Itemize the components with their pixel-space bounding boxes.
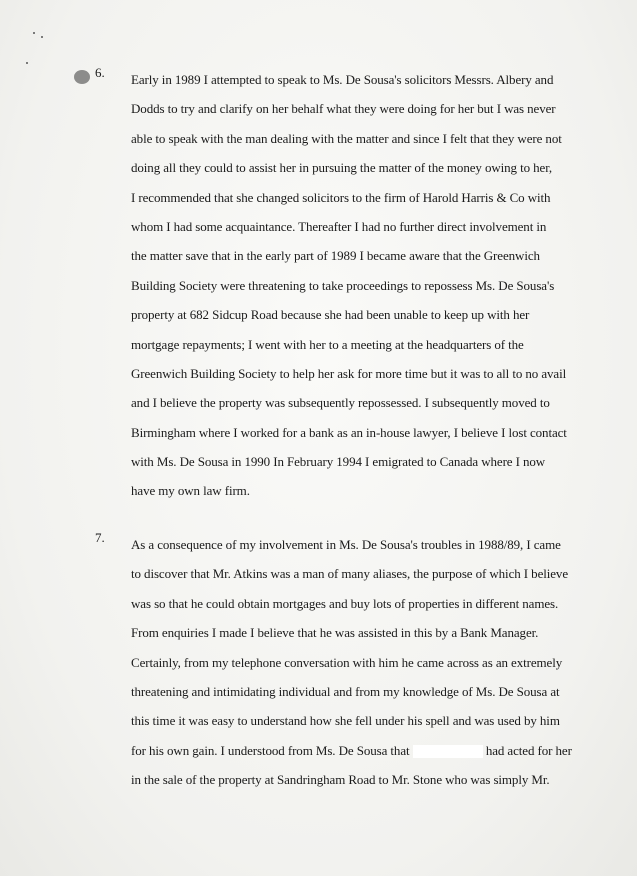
text-line: to discover that Mr. Atkins was a man of many aliases, the purpose of which I believe xyxy=(131,566,569,582)
text-line: Dodds to try and clarify on her behalf what they were doing for her but I was never xyxy=(131,101,556,117)
paragraph-number: 6. xyxy=(95,65,105,80)
text-line: have my own law firm. xyxy=(131,483,250,499)
text-line: able to speak with the man dealing with the matter and since I felt that they were not xyxy=(131,130,562,146)
paragraph-number: 7. xyxy=(95,530,105,545)
text-line: whom I had some acquaintance. Thereafter I had no further direct involvement in xyxy=(131,218,547,234)
text-line: the matter save that in the early part of 1989 I became aware that the Greenwich xyxy=(131,248,540,264)
text-line: in the sale of the property at Sandringham Road to Mr. Stone who was simply Mr. xyxy=(131,772,550,788)
redaction-box xyxy=(413,745,483,758)
text-line: this time it was easy to understand how she fell under his spell and was used by him xyxy=(131,713,560,729)
text-line: Birmingham where I worked for a bank as an in-house lawyer, I believe I lost contact xyxy=(131,424,567,440)
paragraph-7 xyxy=(131,530,579,795)
punch-hole-mark xyxy=(74,70,90,84)
text-line: was so that he could obtain mortgages and buy lots of properties in different names. xyxy=(131,595,559,611)
scan-speck xyxy=(41,36,43,38)
text-fragment: for his own gain. I understood from Ms. De Sousa that xyxy=(131,742,410,758)
paragraph-6 xyxy=(131,65,579,506)
text-line: Building Society were threatening to take proceedings to repossess Ms. De Sousa's xyxy=(131,277,555,293)
text-line: I recommended that she changed solicitors to the firm of Harold Harris & Co with xyxy=(131,189,551,205)
text-line: mortgage repayments; I went with her to a meeting at the headquarters of the xyxy=(131,336,524,352)
scan-speck xyxy=(26,62,28,64)
text-line: threatening and intimidating individual and from my knowledge of Ms. De Sousa at xyxy=(131,683,560,699)
text-line: From enquiries I made I believe that he was assisted in this by a Bank Manager. xyxy=(131,625,539,641)
text-line: property at 682 Sidcup Road because she had been unable to keep up with her xyxy=(131,307,530,323)
text-line: Greenwich Building Society to help her ask for more time but it was to all to no avail xyxy=(131,365,567,381)
text-fragment: had acted for her xyxy=(485,742,572,758)
text-line: As a consequence of my involvement in Ms. De Sousa's troubles in 1988/89, I came xyxy=(131,537,561,552)
text-line: with Ms. De Sousa in 1990 In February 1994 I emigrated to Canada where I now xyxy=(131,454,546,470)
text-line: Early in 1989 I attempted to speak to Ms. De Sousa's solicitors Messrs. Albery and xyxy=(131,72,554,87)
scan-speck xyxy=(33,32,35,34)
text-line: doing all they could to assist her in pursuing the matter of the money owing to her, xyxy=(131,160,553,176)
text-line: Certainly, from my telephone conversation with him he came across as an extremely xyxy=(131,654,563,670)
text-line-with-redaction xyxy=(131,736,579,765)
text-line: and I believe the property was subsequently repossessed. I subsequently moved to xyxy=(131,395,550,411)
